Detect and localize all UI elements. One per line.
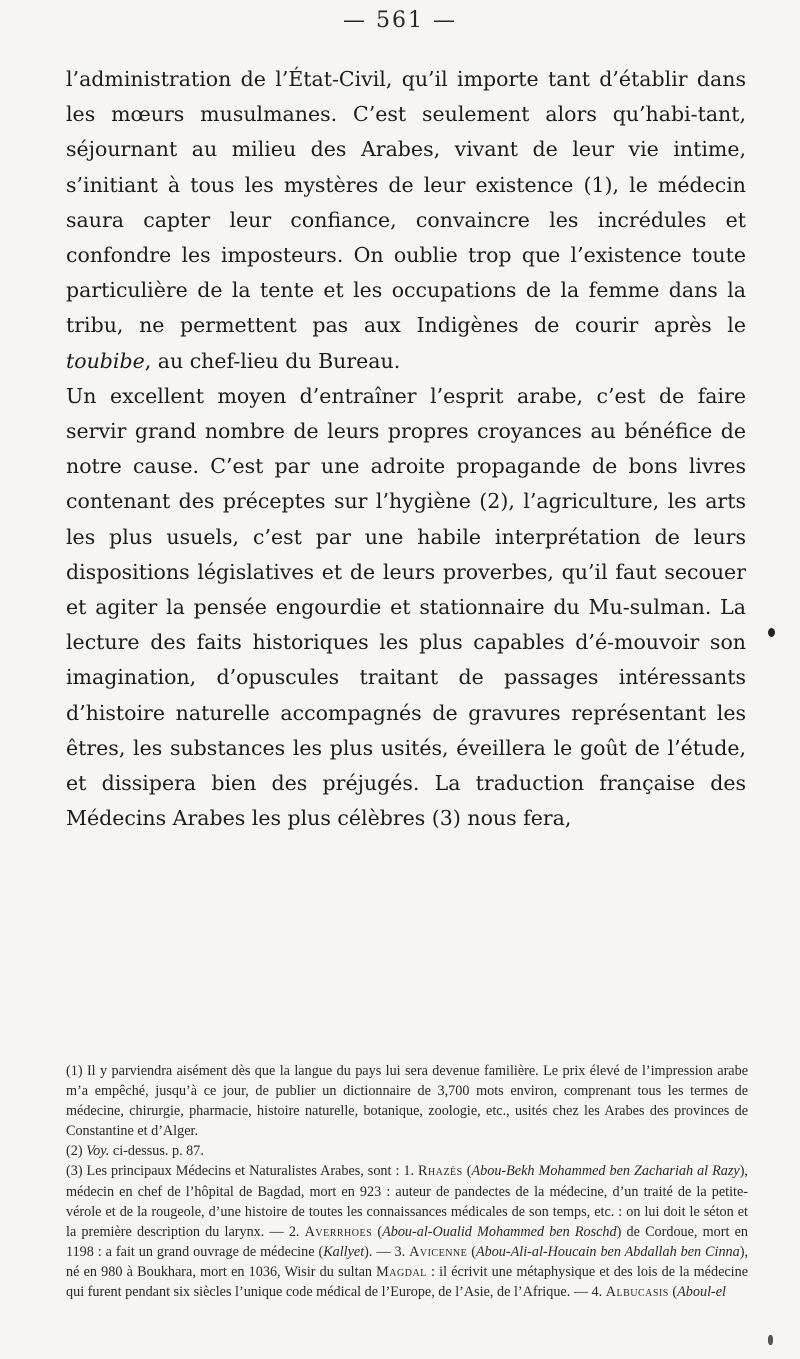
fn3-em5: Aboul-el bbox=[677, 1284, 726, 1301]
ink-spot bbox=[768, 628, 775, 637]
paragraph-1-text-b: , au chef-lieu du Bureau. bbox=[144, 348, 401, 373]
footnote-1: (1) Il y parviendra aisément dès que la langue du pays lui sera devenue familière. Le prix élevé de l’impression arabe m’a empêché, jusqu’à ce jour, de publier un dictionnaire de 3,700 mots environ, comprenant tous les termes de médecine, chirurgie, pharmacie, histoire naturelle, botanique, zoologie, etc., usités chez les Arabes des provinces de Constantine et d’Alger. bbox=[66, 1063, 748, 1140]
fn3-em1: Abou-Bekh Mohammed ben Zachariah al Razy bbox=[471, 1163, 740, 1180]
fn3-f: ). — 3. bbox=[364, 1243, 410, 1260]
fn3-i: : il écrivit une métaphysique et des lois de la médecine qui furent pendant six siècles l’unique code médical de l’Europe, de l’Asie, de l’Afrique. — 4. bbox=[66, 1263, 748, 1301]
footnote-2 bbox=[66, 1141, 748, 1161]
page-number: — 561 — bbox=[343, 8, 457, 33]
paragraph-1 bbox=[66, 62, 746, 379]
paragraph-2: Un excellent moyen d’entraîner l’esprit arabe, c’est de faire servir grand nombre de leurs propres croyances au bénéfice de notre cause. C’est par une adroite propagande de bons livres contenant des préceptes sur l’hygiène (2), l’agriculture, les arts les plus usuels, c’est par une habile interprétation de leurs dispositions législatives et de leurs proverbes, qu’il faut secouer et agiter la pensée engourdie et stationnaire du Mu-sulman. La lecture des faits historiques les plus capables d’é-mouvoir son imagination, d’opuscules traitant de passages intéressants d’histoire naturelle accompagnés de gravures représentant les êtres, les substances les plus usités, éveillera le goût de l’étude, et dissipera bien des préjugés. La traduction française des Médecins Arabes les plus célèbres (3) nous fera, bbox=[66, 383, 746, 831]
fn3-em3: Kallyet bbox=[323, 1243, 365, 1260]
fn3-rhazes: Rhazès bbox=[418, 1163, 463, 1180]
fn3-avicenne: Avicenne bbox=[409, 1243, 468, 1260]
fn3-c: ), médecin en chef de l’hôpital de Bagdad, mort en 923 : auteur de pandectes de la médecine, d’un traité de la petite-vérole et de la rougeole, d’une histoire de toutes les connaissances médicales de son temps, etc. : on lui doit le séton et la première description du larynx. — 2. bbox=[66, 1163, 748, 1240]
fn3-albucasis: Albucasis bbox=[605, 1284, 669, 1301]
fn3-a: (3) Les principaux Médecins et Naturalistes Arabes, sont : 1. bbox=[66, 1163, 419, 1180]
fn3-em2: Abou-al-Oualid Mohammed ben Roschd bbox=[382, 1223, 617, 1240]
fn3-g: ( bbox=[467, 1243, 476, 1260]
fn3-em4: Abou-Ali-al-Houcain ben Abdallah ben Cinna bbox=[475, 1243, 740, 1260]
footnotes bbox=[66, 1061, 748, 1302]
footnote-3 bbox=[66, 1161, 748, 1302]
fn3-j: ( bbox=[668, 1284, 678, 1301]
main-text bbox=[66, 62, 746, 836]
ink-mark bbox=[768, 1335, 773, 1345]
fn3-magdal: Magdal bbox=[376, 1263, 427, 1280]
footnote-2-num: (2) bbox=[66, 1143, 87, 1160]
fn3-averrhoes: Averrhoes bbox=[304, 1223, 373, 1240]
paragraph-1-text-a: l’administration de l’État-Civil, qu’il importe tant d’établir dans les mœurs musulmanes. C’est seulement alors qu’habi-tant, séjournant au milieu des Arabes, vivant de leur vie intime, s’initiant à tous les mystères de leur existence (1), le médecin saura capter leur confiance, convaincre les incrédules et confondre les imposteurs. On oublie trop que l’existence toute particulière de la tente et les occupations de la femme dans la tribu, ne permettent pas aux Indigènes de courir après le bbox=[66, 67, 746, 338]
fn3-b: ( bbox=[462, 1163, 472, 1180]
footnote-2-text: ci-dessus. p. 87. bbox=[109, 1143, 204, 1160]
fn3-e: ) de Cordoue, mort en 1198 : a fait un grand ouvrage de médecine ( bbox=[66, 1223, 748, 1260]
fn3-h: ), né en 980 à Boukhara, mort en 1036, Wisir du sultan bbox=[66, 1243, 749, 1280]
footnote-2-voy: Voy. bbox=[86, 1143, 110, 1160]
fn3-d: ( bbox=[372, 1223, 383, 1240]
toubibe-word: toubibe bbox=[66, 348, 145, 373]
